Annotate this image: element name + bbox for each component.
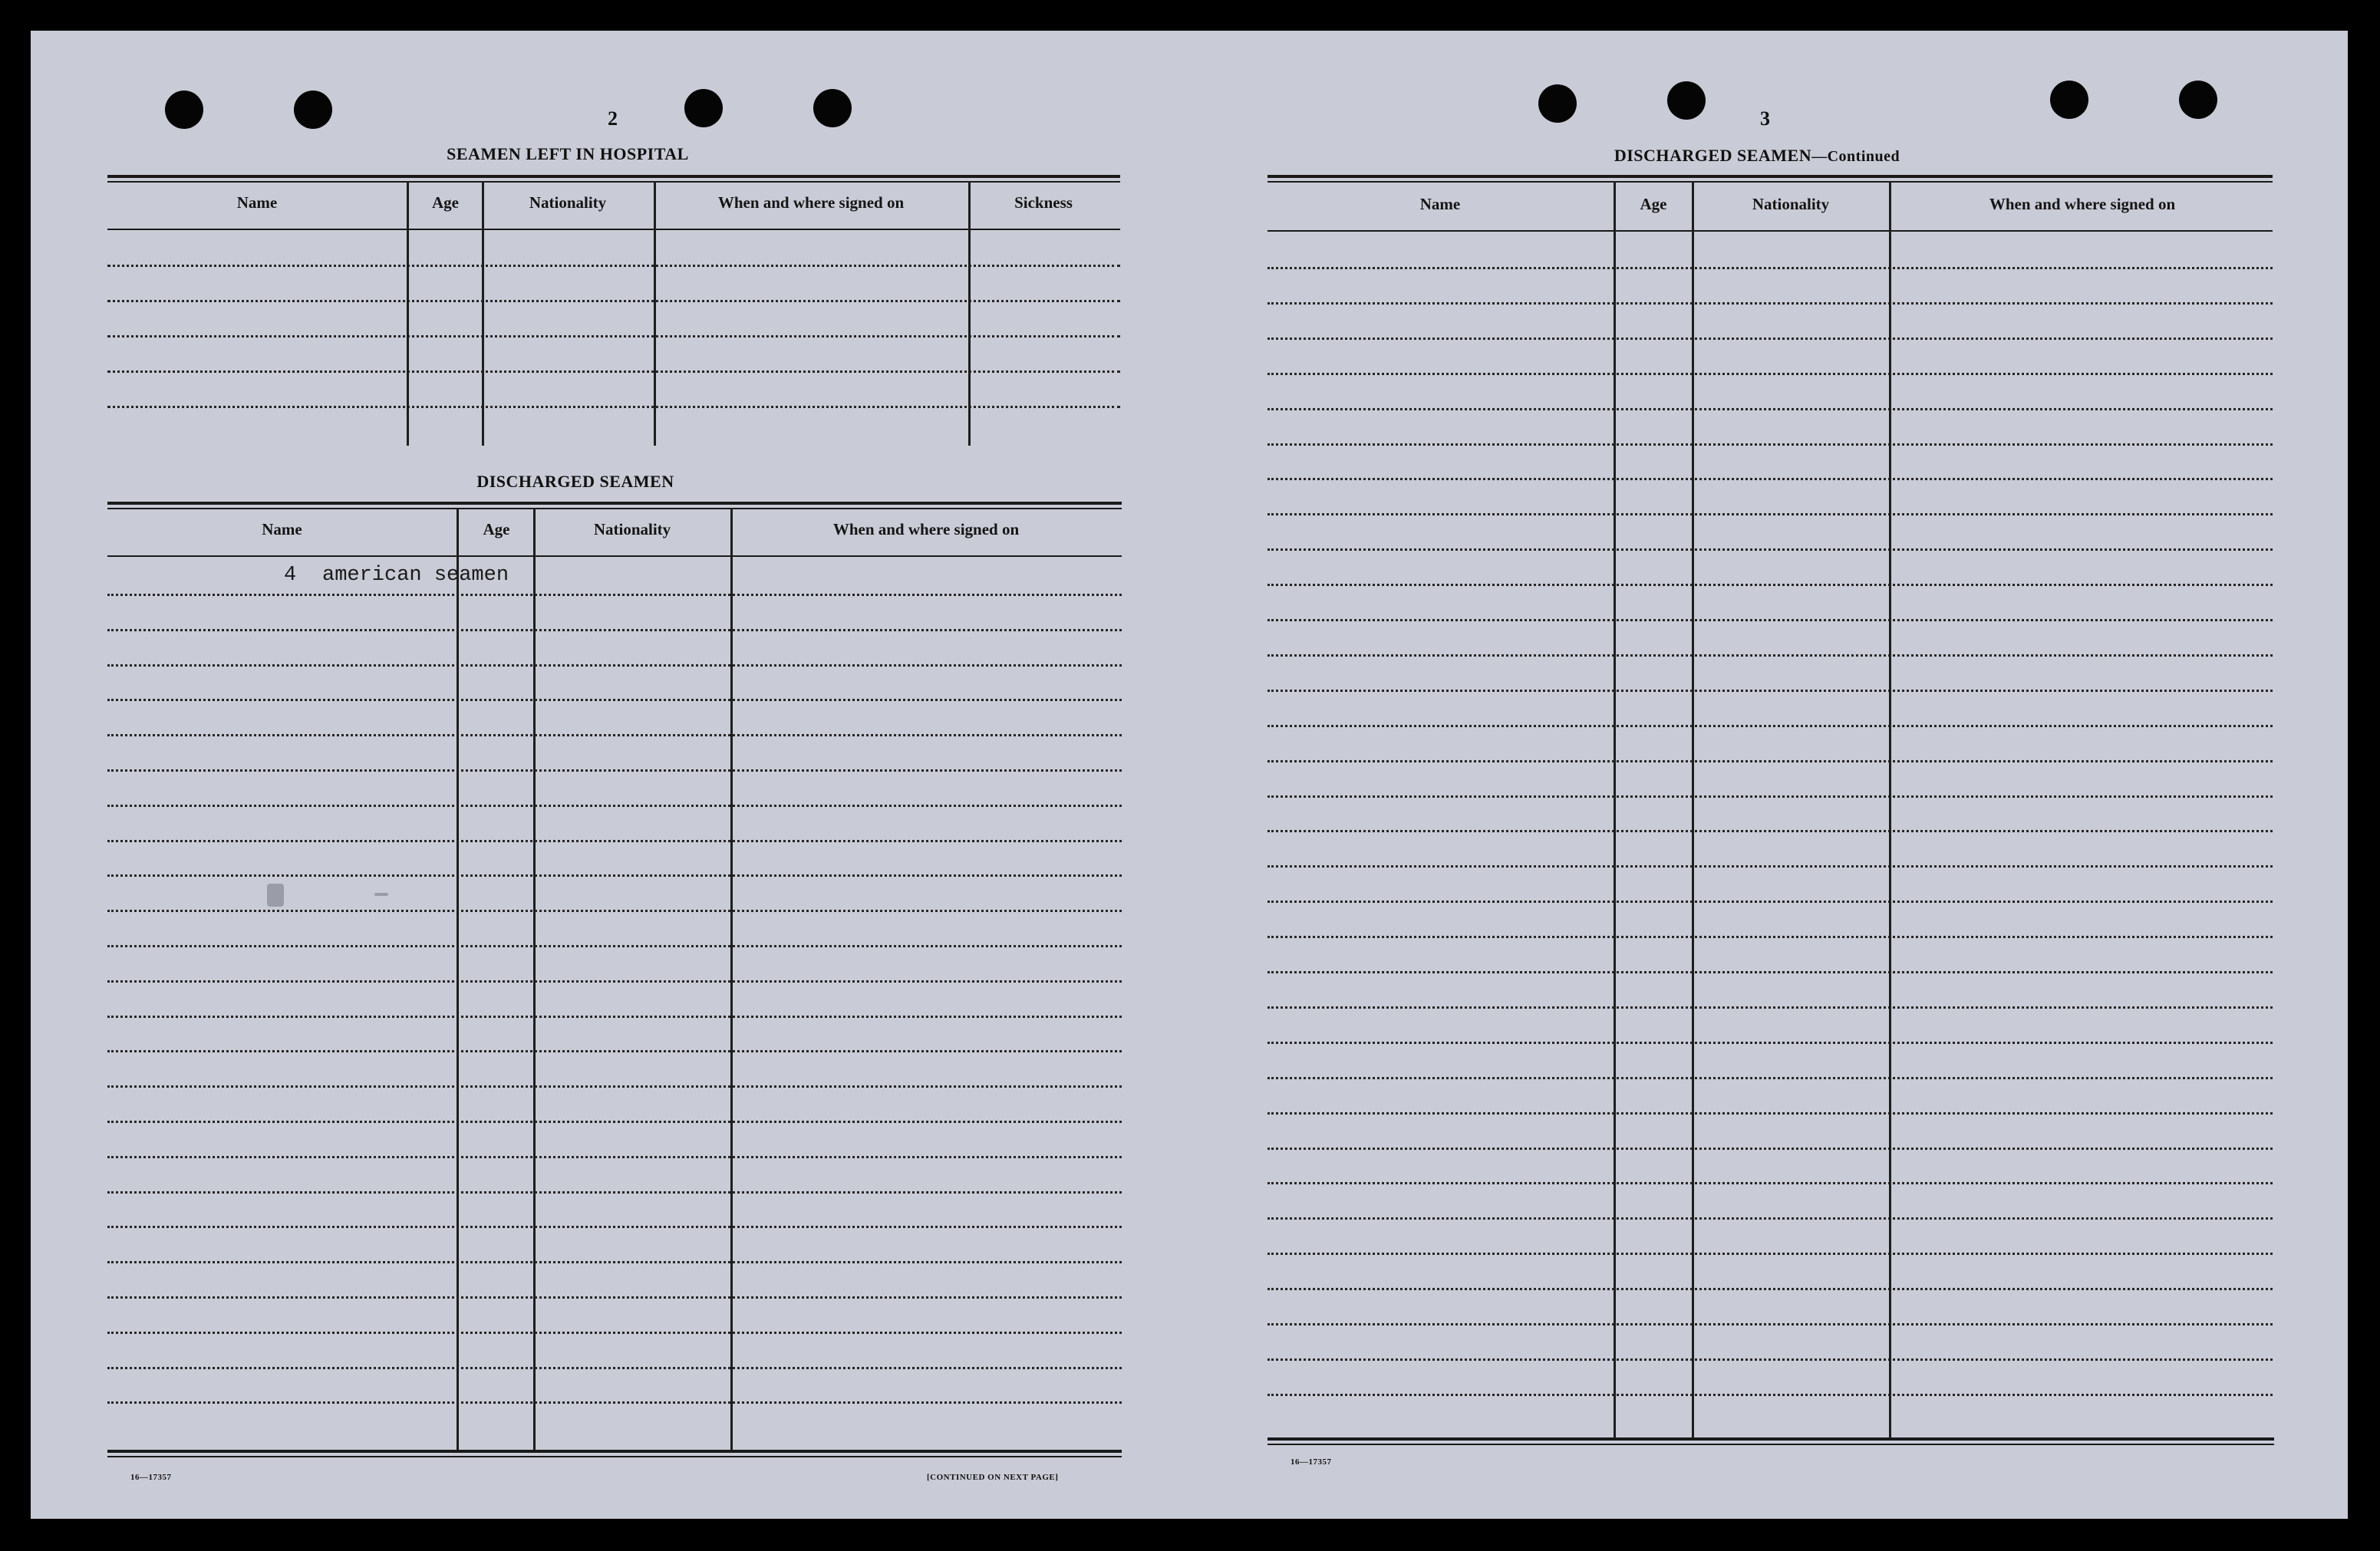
ruled-line [107,1332,1122,1334]
hospital-section-title: SEAMEN LEFT IN HOSPITAL [447,144,689,163]
ruled-line [1267,936,2273,938]
rule [107,175,1120,178]
rule [1267,181,2273,183]
ruled-line [1267,584,2273,586]
ruled-line [107,1050,1122,1052]
page-number-right: 3 [1760,107,1770,130]
ruled-line [1267,1182,2273,1184]
discharged-section-title: DISCHARGED SEAMEN [476,472,674,491]
punch-hole [684,89,723,127]
punch-hole [2050,81,2088,119]
col-head-name: Name [236,193,278,212]
col-head-age: Age [432,193,459,212]
ruled-line [107,1261,1122,1263]
punch-hole [294,91,332,129]
ruled-line [1267,338,2273,340]
col-head-signed-on: When and where signed on [1989,195,2176,213]
column-divider [1692,181,1694,1439]
col-head-sickness: Sickness [1014,193,1073,212]
ruled-line [1267,373,2273,375]
ruled-line [1267,443,2273,446]
rule [107,1456,1122,1457]
rule [107,555,1122,557]
ruled-line [107,734,1122,736]
ink-smudge [374,893,388,896]
ruled-line [107,1016,1122,1018]
ruled-line [1267,725,2273,727]
ruled-line [107,699,1122,701]
entry-number: 4 [284,564,297,587]
column-divider [968,181,971,446]
ruled-line [1267,408,2273,410]
form-number-right: 16—17357 [1291,1457,1332,1467]
ruled-line [107,1367,1122,1369]
ruled-line [107,805,1122,807]
ruled-line [1267,548,2273,551]
ruled-line [1267,302,2273,305]
ruled-line [107,1156,1122,1158]
col-head-nationality: Nationality [1752,195,1830,213]
punch-hole [2179,81,2217,119]
ruled-line [1267,1288,2273,1290]
rule [107,502,1122,505]
ruled-line [1267,267,2273,269]
ruled-line [107,1085,1122,1088]
ruled-line [107,874,1122,877]
col-head-name: Name [1419,195,1461,213]
ruled-line [1267,795,2273,798]
ruled-line [1267,1217,2273,1220]
punch-hole [1667,81,1706,120]
rule [1267,175,2273,178]
right-section-title [1534,146,1979,166]
ruled-line [1267,760,2273,762]
ruled-line [1267,478,2273,480]
rule [1267,1444,2274,1445]
rule [107,1450,1122,1453]
punch-hole [1538,84,1577,123]
ruled-line [1267,1148,2273,1150]
ruled-line [107,1191,1122,1194]
column-divider [730,508,733,1451]
column-divider [533,508,536,1451]
column-divider [407,181,409,446]
ruled-line [1267,1042,2273,1044]
ruled-line [1267,1394,2273,1396]
column-divider [1614,181,1616,1439]
ruled-line [1267,971,2273,973]
ruled-line [1267,1112,2273,1115]
col-head-name: Name [262,520,302,538]
column-divider [457,508,459,1451]
ruled-line [1267,830,2273,832]
ruled-line [1267,1323,2273,1325]
rule [1267,1437,2274,1441]
ruled-line [107,1296,1122,1299]
ruled-line [107,945,1122,947]
col-head-age: Age [1640,195,1667,213]
ruled-line [107,769,1122,772]
ink-smudge [267,884,284,907]
ruled-line [107,980,1122,983]
ruled-line [107,1226,1122,1228]
col-head-age: Age [483,520,510,538]
form-number-left: 16—17357 [130,1473,172,1482]
punch-hole [813,89,852,127]
ruled-line [1267,1253,2273,1255]
continued-note: [CONTINUED ON NEXT PAGE] [927,1473,1059,1482]
entry-name: american seamen [322,564,509,587]
page-number-left: 2 [608,107,618,130]
ruled-line [1267,901,2273,903]
ruled-line [1267,619,2273,621]
ruled-line [1267,654,2273,657]
rule [107,508,1122,509]
ruled-line [107,594,1122,596]
punch-hole [165,91,203,129]
ruled-line [107,664,1122,667]
ruled-line [107,1121,1122,1123]
ruled-line [107,1401,1122,1404]
right-section-title-suffix: —Continued [1811,148,1900,165]
rule [1267,230,2273,232]
col-head-nationality: Nationality [593,520,671,538]
column-divider [482,181,484,446]
col-head-signed-on: When and where signed on [832,520,1020,538]
right-section-title-main: DISCHARGED SEAMEN [1614,146,1812,165]
ruled-line [1267,690,2273,692]
ruled-line [1267,865,2273,868]
col-head-nationality: Nationality [529,193,607,212]
column-divider [1889,181,1891,1439]
manifest-sheet [31,31,2348,1519]
ruled-line [1267,513,2273,515]
column-divider [654,181,656,446]
col-head-signed-on: When and where signed on [717,193,905,212]
ruled-line [107,910,1122,912]
ruled-line [1267,1006,2273,1009]
ruled-line [107,840,1122,842]
ruled-line [1267,1077,2273,1079]
ruled-line [1267,1358,2273,1361]
ruled-line [107,629,1122,631]
